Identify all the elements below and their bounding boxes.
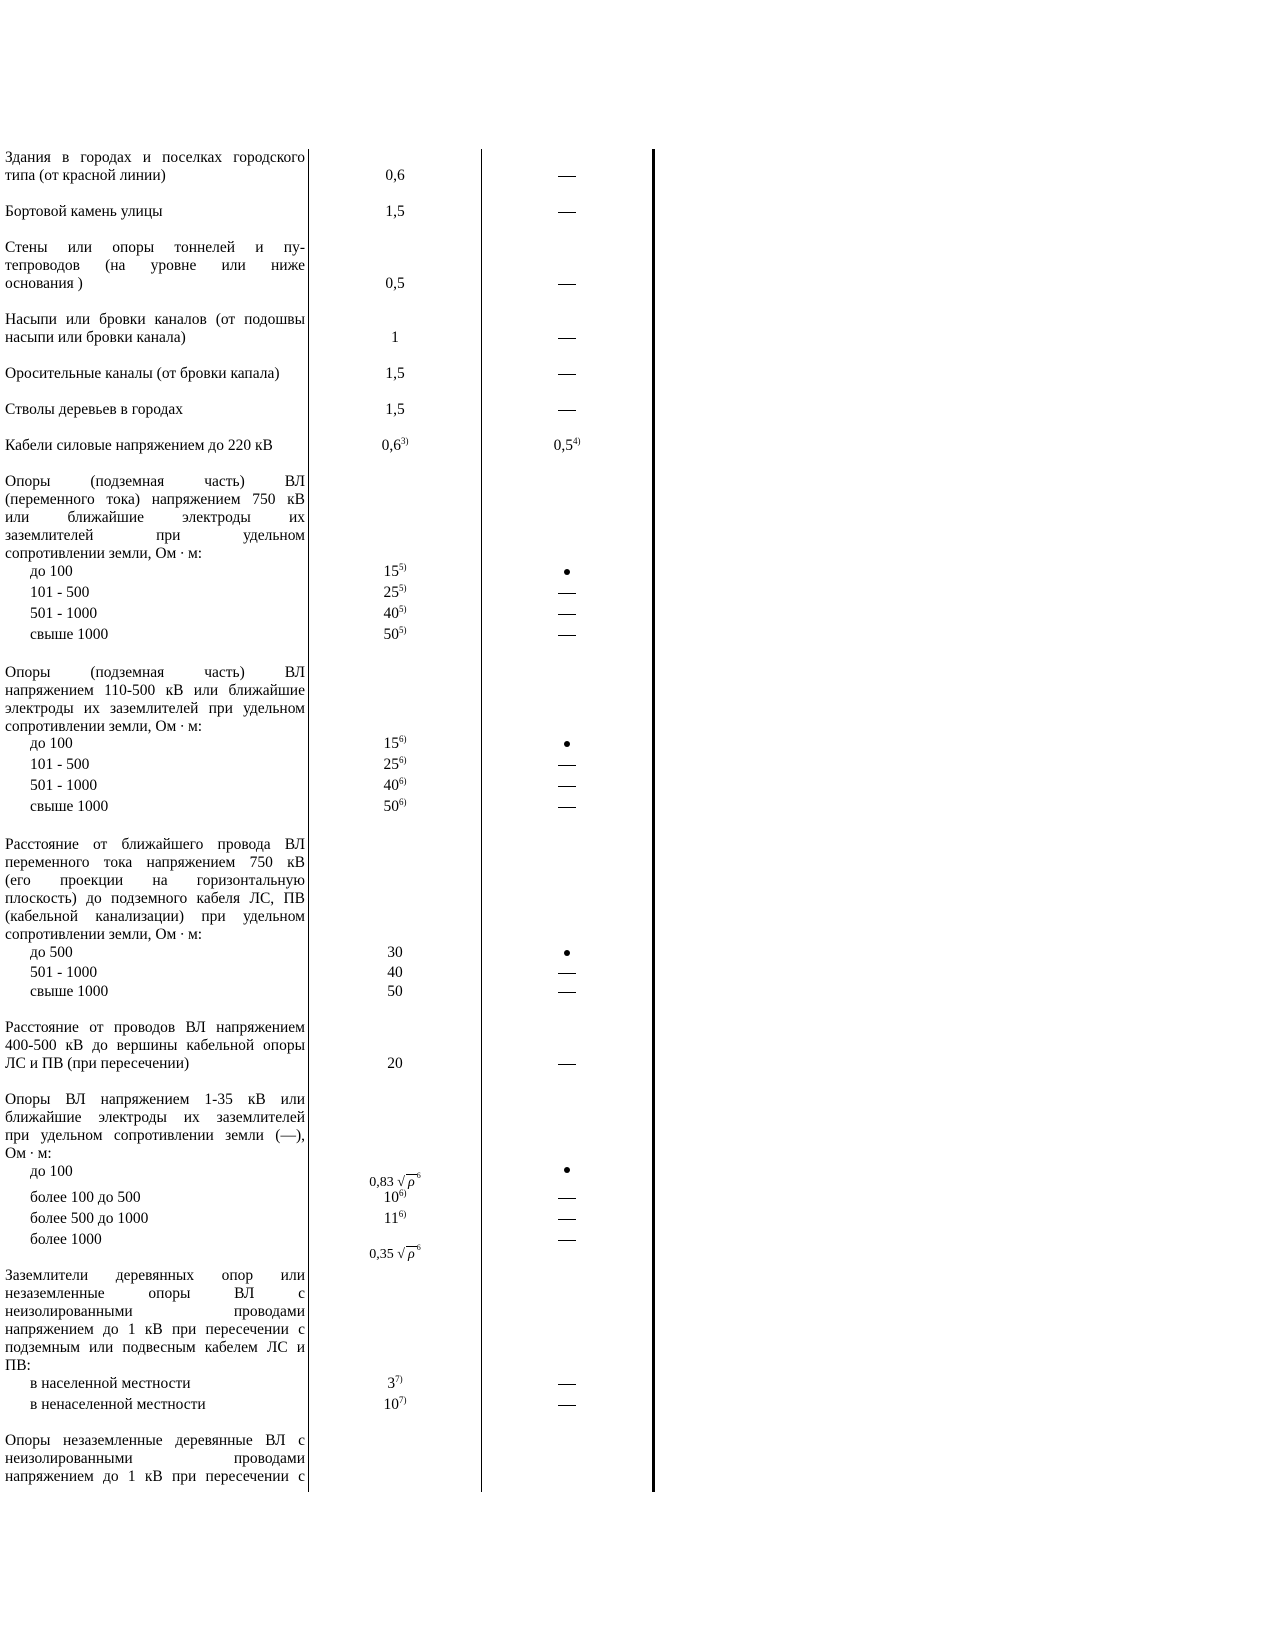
distance-value: 3$^{7)}$ [387,1374,403,1392]
description-line: Оросительные каналы (от бровки капала) [5,365,280,382]
dash-marker [482,1396,652,1414]
description-line: незаземленные опоры ВЛ с [5,1285,305,1302]
description-line: Опоры ВЛ напряжением 1-35 кВ или [5,1091,305,1108]
dash-marker [482,1210,652,1228]
footnote-ref: 5) [399,625,407,635]
distance-value: 50 [387,983,403,1000]
description-line: при удельном сопротивлении земли (—), [5,1127,305,1144]
footnote-ref: 4) [572,436,581,446]
description-line: Опоры (подземная часть) ВЛ [5,664,305,681]
distance-value: 40 [387,964,403,981]
dash-marker [482,626,652,644]
dash-marker [482,777,652,795]
distance-value: 10$^{7)}$ [383,1395,407,1413]
description-line: Стволы деревьев в городах [5,401,184,418]
sub-item-label: 101 - 500 [30,756,90,773]
sub-item-label: до 100 [30,735,73,752]
description-line: Бортовой камень улицы [5,203,163,220]
sub-item-label: свыше 1000 [30,798,109,815]
description-line: (его проекции на горизонтальную [5,872,305,889]
dash-marker [482,275,652,293]
footnote-ref: 6) [399,755,407,765]
footnote-ref: 6) [398,1209,407,1219]
sub-item-label: 501 - 1000 [30,777,98,794]
distance-value: 40$^{5)}$ [383,604,407,622]
description-line: Кабели силовые напряжением до 220 кВ [5,437,273,454]
dash-marker [482,167,652,185]
distance-value: 50$^{6)}$ [383,797,407,815]
limit-value: 0,5$^{4)}$ [553,436,581,454]
description-line: Ом ∙ м: [5,1145,52,1162]
column-divider [481,149,482,1492]
distance-value: 15$^{6)}$ [383,734,407,752]
distance-table [0,149,660,1492]
footnote-ref: 6) [399,797,407,807]
description-line: электроды их заземлителей при удельном [5,700,305,717]
description-line: ПВ: [5,1357,31,1374]
description-line: неизолированными проводами [5,1450,305,1467]
footnote-ref: 3) [400,436,409,446]
distance-value: 0,6$^{3)}$ [381,436,409,454]
distance-value: 0,6 [385,167,405,184]
description-line: 400-500 кВ до вершины кабельной опоры [5,1037,305,1054]
sub-item-label: 501 - 1000 [30,964,98,981]
footnote-ref: 5) [399,583,407,593]
distance-value: 0,83 √ ρ $^6$ [369,1171,421,1190]
description-line: (кабельной канализации) при удельном [5,908,305,925]
distance-value: 25$^{6)}$ [383,755,407,773]
description-line: типа (от красной линии) [5,167,166,184]
sub-item-label: в населенной местности [30,1375,191,1392]
distance-value: 1 [391,329,399,346]
dot-marker [482,735,652,753]
sub-item-label: до 100 [30,1163,73,1180]
description-line: или ближайшие электроды их [5,509,305,526]
sub-item-label: более 100 до 500 [30,1189,141,1206]
distance-value: 11$^{6)}$ [383,1209,407,1227]
description-line: напряжением до 1 кВ при пересечении с [5,1468,305,1485]
footnote-ref: 5) [399,562,407,572]
distance-value: 0,5 [385,275,405,292]
dash-marker [482,329,652,347]
description-line: Здания в городах и поселках городского [5,149,305,166]
dash-marker [482,584,652,602]
dash-marker [482,1189,652,1207]
description-line: (переменного тока) напряжением 750 кВ [5,491,305,508]
dash-marker [482,401,652,419]
distance-value: 25$^{5)}$ [383,583,407,601]
dash-marker [482,964,652,982]
footnote-ref: 7) [399,1395,407,1405]
sub-item-label: до 100 [30,563,73,580]
description-line: неизолированными проводами [5,1303,305,1320]
sub-item-label: более 500 до 1000 [30,1210,149,1227]
dash-marker [482,756,652,774]
description-line: основания ) [5,275,83,292]
distance-value: 1,5 [385,365,405,382]
description-line: сопротивлении земли, Ом ∙ м: [5,718,203,735]
sub-item-label: в ненаселенной местности [30,1396,206,1413]
sub-item-label: 501 - 1000 [30,605,98,622]
description-line: напряжением 110-500 кВ или ближайшие [5,682,305,699]
dash-marker [482,203,652,221]
description-line: Заземлители деревянных опор или [5,1267,305,1284]
distance-value: 20 [387,1055,403,1072]
description-line: плоскость) до подземного кабеля ЛС, ПВ [5,890,305,907]
distance-value: 0,35 √ ρ $^6$ [369,1243,421,1262]
footnote-ref: 6) [399,776,407,786]
footnote-ref: 7) [395,1374,403,1384]
dash-marker [482,1055,652,1073]
dot-marker [482,563,652,581]
description-line: заземлителей при удельном [5,527,305,544]
description-line: ЛС и ПВ (при пересечении) [5,1055,190,1072]
description-line: Расстояние от ближайшего провода ВЛ [5,836,305,853]
distance-value: 15$^{5)}$ [383,562,407,580]
sub-item-label: до 500 [30,944,73,961]
dash-marker [482,365,652,383]
sub-item-label: 101 - 500 [30,584,90,601]
footnote-ref: 5) [399,604,407,614]
description-line: напряжением до 1 кВ при пересечении с [5,1321,305,1338]
column-divider [308,149,309,1492]
dot-marker [482,944,652,962]
dash-marker [482,605,652,623]
sub-item-label: более 1000 [30,1231,102,1248]
table-right-border [652,149,655,1492]
description-line: Насыпи или бровки каналов (от подошвы [5,311,305,328]
description-line: Опоры незаземленные деревянные ВЛ с [5,1432,305,1449]
footnote-ref: 6) [399,734,407,744]
distance-value: 50$^{5)}$ [383,625,407,643]
description-line: насыпи или бровки канала) [5,329,186,346]
dash-marker [482,1231,652,1249]
distance-value: 1,5 [385,401,405,418]
distance-value: 10$^{6)}$ [383,1188,407,1206]
sub-item-label: свыше 1000 [30,626,109,643]
distance-value: 1,5 [385,203,405,220]
distance-value: 30 [387,944,403,961]
description-line: Стены или опоры тоннелей и пу- [5,239,305,256]
description-line: тепроводов (на уровне или ниже [5,257,305,274]
dash-marker [482,983,652,1001]
description-line: ближайшие электроды их заземлителей [5,1109,305,1126]
sub-item-label: свыше 1000 [30,983,109,1000]
dot-marker [482,1161,652,1179]
distance-value: 40$^{6)}$ [383,776,407,794]
description-line: сопротивлении земли, Ом ∙ м: [5,545,203,562]
description-line: переменного тока напряжением 750 кВ [5,854,305,871]
footnote-ref: 6) [399,1188,407,1198]
description-line: подземным или подвесным кабелем ЛС и [5,1339,305,1356]
description-line: Опоры (подземная часть) ВЛ [5,473,305,490]
description-line: сопротивлении земли, Ом ∙ м: [5,926,203,943]
dash-marker [482,798,652,816]
description-line: Расстояние от проводов ВЛ напряжением [5,1019,305,1036]
dash-marker [482,1375,652,1393]
